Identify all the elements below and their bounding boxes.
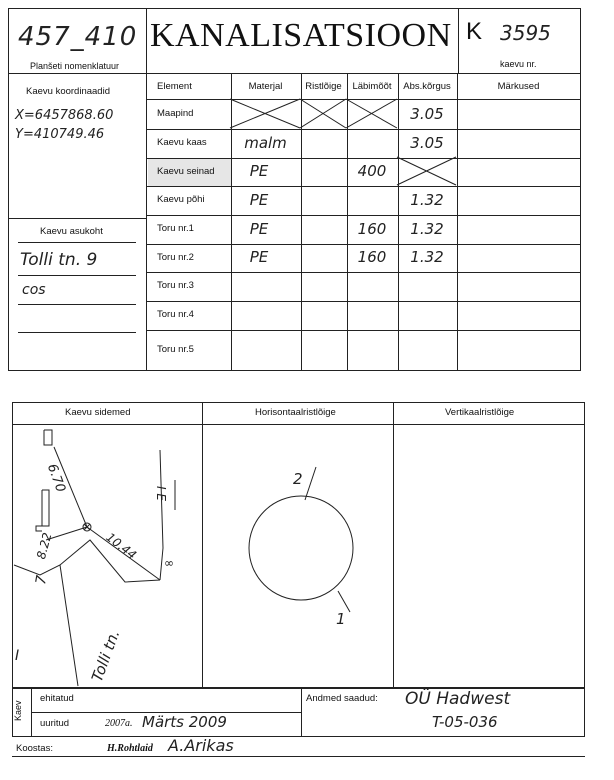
cell-abs: 3.05 (410, 104, 444, 123)
header-section: Ristlõige (305, 81, 342, 92)
dim-label: 10.44 (103, 530, 140, 563)
coord-y: Y=410749.46 (15, 127, 105, 142)
location-street: Tolli tn. 9 (20, 250, 98, 270)
building-label: I E (154, 486, 168, 501)
row-element: Toru nr.4 (157, 309, 194, 320)
well-prefix: K (466, 18, 483, 45)
divider (18, 332, 136, 333)
surveyed-label: uuritud (40, 718, 70, 729)
divider (18, 275, 136, 276)
cell-abs: 1.32 (410, 219, 444, 238)
row-element: Kaevu põhi (157, 194, 205, 205)
cell-diameter: 160 (357, 219, 387, 238)
header-notes: Märkused (497, 81, 540, 92)
mark-label: 7 (33, 574, 51, 586)
row-element: Toru nr.5 (157, 344, 194, 355)
pipe-label: 1 (336, 610, 346, 628)
dim-label: 6.70 (43, 462, 68, 495)
divider (12, 756, 585, 757)
mark-label: ∞ (164, 556, 174, 570)
section-ties: Kaevu sidemed (65, 407, 131, 418)
street-label: Tolli tn. (88, 627, 124, 685)
header-element: Element (157, 81, 192, 92)
cell-material: PE (249, 190, 269, 209)
cell-material: malm (244, 133, 287, 152)
well-number: 3595 (500, 21, 551, 45)
cell-material: PE (249, 219, 269, 238)
row-element: Toru nr.2 (157, 251, 194, 263)
divider (18, 304, 136, 305)
data-code: T-05-036 (432, 713, 498, 731)
well-label: kaevu nr. (500, 59, 537, 69)
cell-material: PE (249, 248, 269, 266)
cell-abs: 3.05 (410, 133, 444, 152)
cell-diameter: 160 (357, 248, 387, 266)
header-material: Materjal (248, 81, 283, 92)
compiled-signature: A.Arikas (168, 736, 234, 755)
mark-label: I (15, 648, 20, 664)
compiled-printed: H.Rohtlaid (107, 743, 153, 754)
row-element: Kaevu seinad (157, 165, 215, 177)
sketch-panel (12, 402, 585, 688)
kaev-label: Kaev (13, 700, 23, 721)
surveyed-date: Märts 2009 (142, 713, 227, 731)
row-element: Kaevu kaas (157, 137, 207, 148)
location-label: Kaevu asukoht (40, 226, 103, 237)
data-company: OÜ Hadwest (405, 689, 511, 709)
built-label: ehitatud (40, 693, 74, 704)
section-vertical: Vertikaalristlõige (445, 407, 515, 418)
row-element: Toru nr.1 (157, 223, 194, 234)
row-element: Maapind (157, 108, 194, 119)
data-label: Andmed saadud: (306, 693, 378, 704)
cell-diameter: 400 (357, 162, 387, 180)
coords-label: Kaevu koordinaadid (26, 86, 110, 97)
sheet-code: 457_410 (18, 22, 138, 52)
divider (18, 242, 136, 243)
header-elevation: Abs.kõrgus (403, 81, 451, 92)
dim-label: 8.22 (34, 531, 55, 561)
compiled-label: Koostas: (16, 743, 53, 754)
pipe-label: 2 (293, 470, 303, 488)
cell-abs: 1.32 (410, 248, 444, 266)
section-horizontal: Horisontaalristlõige (255, 407, 336, 418)
page-title: KANALISATSIOON (150, 17, 452, 54)
header-diameter: Läbimõõt (352, 81, 392, 92)
divider (8, 218, 147, 219)
surveyed-value: 2007a. (105, 718, 133, 729)
coord-x: X=6457868.60 (15, 108, 114, 123)
sheet-label: Planšeti nomenklatuur (30, 61, 120, 71)
cell-material: PE (249, 162, 269, 180)
location-extra: cos (22, 282, 46, 298)
cell-abs: 1.32 (410, 190, 444, 209)
row-element: Toru nr.3 (157, 280, 194, 291)
